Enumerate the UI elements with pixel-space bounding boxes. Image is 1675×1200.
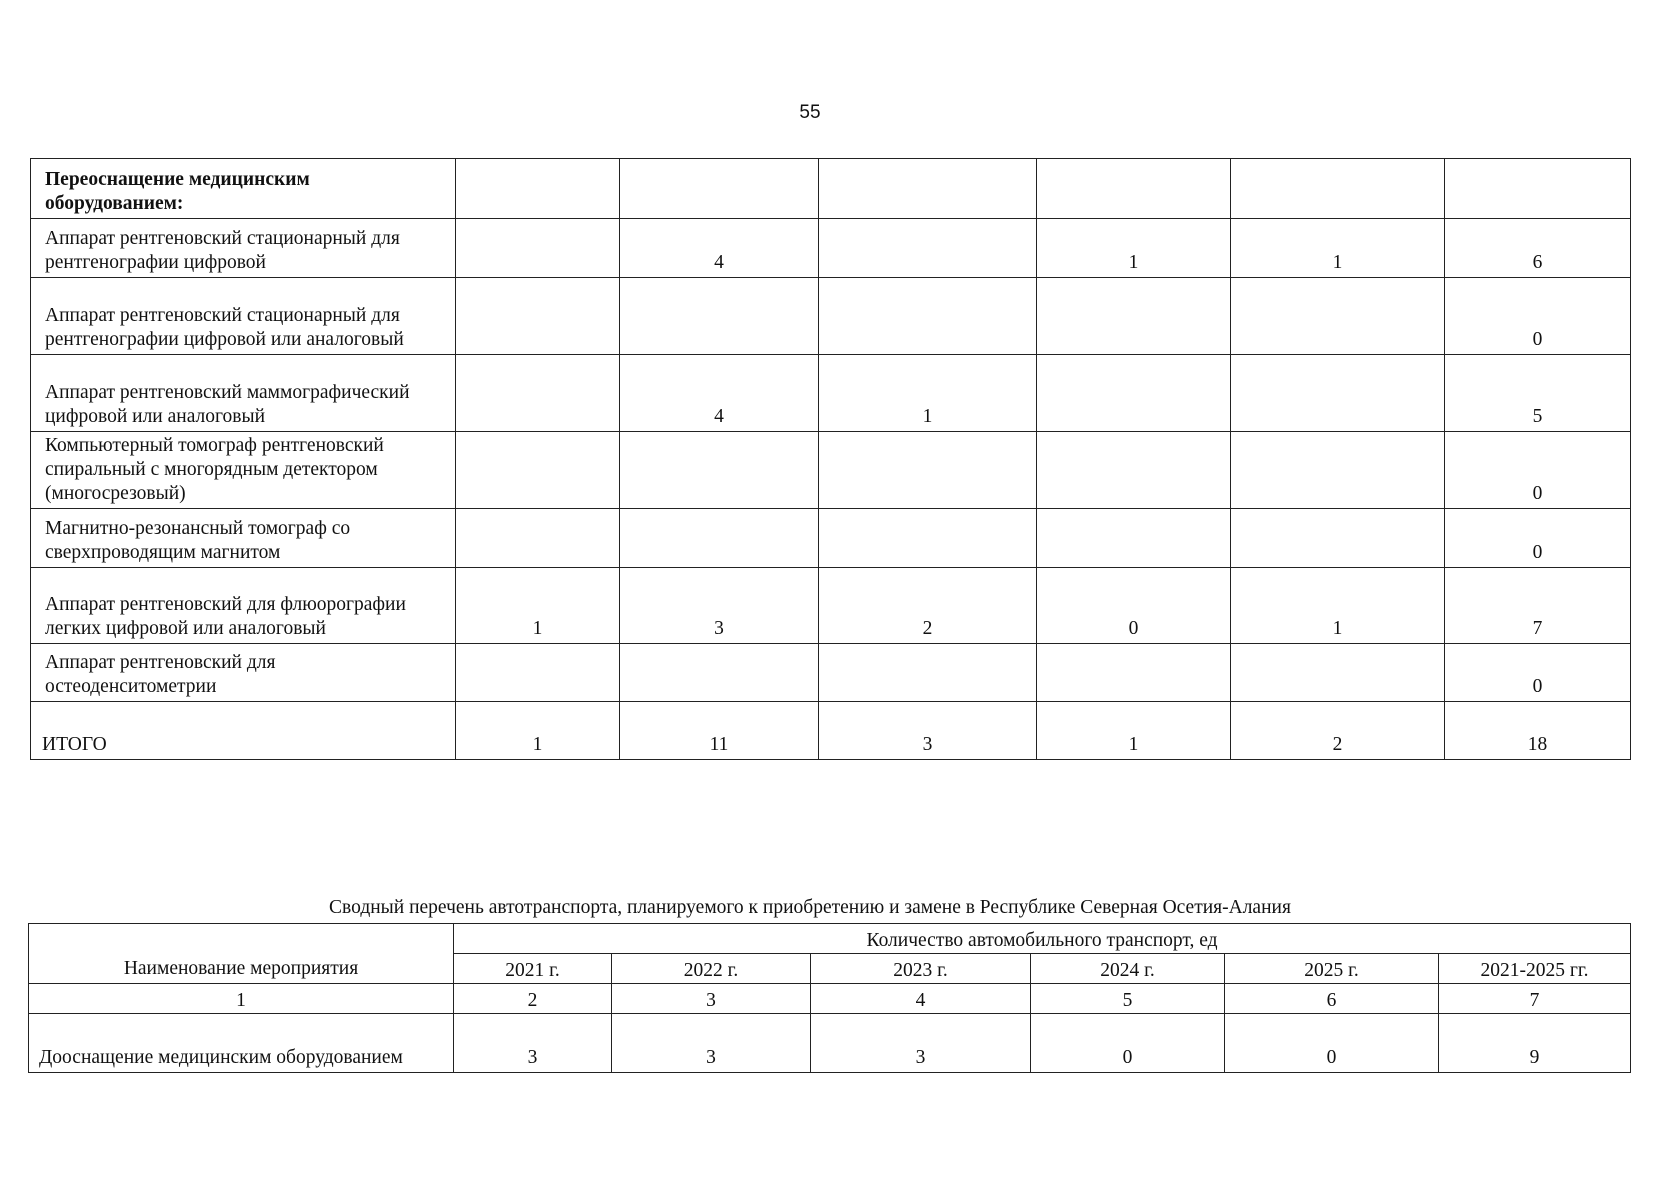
value-cell: 3 <box>612 1014 811 1073</box>
value-cell: 1 <box>456 568 620 644</box>
table-row-header <box>31 159 1631 219</box>
value-cell: 0 <box>1031 1014 1225 1073</box>
column-number-cell: 1 <box>29 984 454 1014</box>
value-cell <box>620 278 819 355</box>
table-row <box>29 1014 1631 1073</box>
empty-cell <box>620 159 819 219</box>
item-name-cell: Аппарат рентгеновский стационарный для рентгенографии цифровой или аналоговый <box>31 278 456 355</box>
column-number-cell: 2 <box>454 984 612 1014</box>
value-cell <box>1231 509 1445 568</box>
item-name-cell: Аппарат рентгеновский для флюорографии легких цифровой или аналоговый <box>31 568 456 644</box>
table-row <box>31 568 1631 644</box>
value-cell <box>620 644 819 702</box>
item-name-cell: Аппарат рентгеновский маммографический цифровой или аналоговый <box>31 355 456 432</box>
value-cell: 2 <box>819 568 1037 644</box>
group-header-cell: Количество автомобильного транспорт, ед <box>454 924 1631 954</box>
total-value-cell: 11 <box>620 702 819 760</box>
value-cell <box>1231 355 1445 432</box>
transport-table-title: Сводный перечень автотранспорта, планируемого к приобретению и замене в Республике Северная Осетия-Алания <box>329 897 1291 918</box>
item-name-cell: Компьютерный томограф рентгеновский спиральный с многорядным детектором (многосрезовый) <box>31 432 456 509</box>
item-name-cell: Аппарат рентгеновский для остеоденситометрии <box>31 644 456 702</box>
value-cell <box>456 219 620 278</box>
table-row <box>31 278 1631 355</box>
value-cell: 0 <box>1037 568 1231 644</box>
value-cell <box>456 278 620 355</box>
value-cell: 1 <box>1231 219 1445 278</box>
table-row <box>31 219 1631 278</box>
column-number-cell: 7 <box>1439 984 1631 1014</box>
value-cell <box>1231 644 1445 702</box>
table-row <box>31 432 1631 509</box>
table-row-total <box>31 702 1631 760</box>
column-number-cell: 5 <box>1031 984 1225 1014</box>
item-name-cell: Аппарат рентгеновский стационарный для рентгенографии цифровой <box>31 219 456 278</box>
value-cell <box>620 432 819 509</box>
item-name-cell: Дооснащение медицинским оборудованием <box>29 1014 454 1073</box>
value-cell: 3 <box>454 1014 612 1073</box>
value-cell: 1 <box>1231 568 1445 644</box>
year-header-cell: 2025 г. <box>1225 954 1439 984</box>
value-cell: 9 <box>1439 1014 1631 1073</box>
name-header-cell: Наименование мероприятия <box>29 924 454 984</box>
empty-cell <box>456 159 620 219</box>
value-cell <box>1037 278 1231 355</box>
value-cell: 3 <box>620 568 819 644</box>
table-row <box>31 355 1631 432</box>
total-value-cell: 18 <box>1445 702 1631 760</box>
value-cell: 1 <box>1037 219 1231 278</box>
value-cell <box>819 219 1037 278</box>
value-cell <box>819 509 1037 568</box>
total-label-cell: ИТОГО <box>31 702 456 760</box>
value-cell: 5 <box>1445 355 1631 432</box>
page-number: 55 <box>799 102 821 123</box>
table-row <box>31 644 1631 702</box>
value-cell: 0 <box>1225 1014 1439 1073</box>
year-header-cell: 2022 г. <box>612 954 811 984</box>
total-value-cell: 2 <box>1231 702 1445 760</box>
value-cell: 4 <box>620 219 819 278</box>
year-header-cell: 2021-2025 гг. <box>1439 954 1631 984</box>
total-value-cell: 1 <box>1037 702 1231 760</box>
value-cell: 3 <box>811 1014 1031 1073</box>
value-cell <box>819 278 1037 355</box>
value-cell <box>1037 432 1231 509</box>
year-header-cell: 2023 г. <box>811 954 1031 984</box>
value-cell <box>1037 355 1231 432</box>
value-cell: 4 <box>620 355 819 432</box>
empty-cell <box>1037 159 1231 219</box>
year-header-cell: 2021 г. <box>454 954 612 984</box>
value-cell <box>620 509 819 568</box>
value-cell <box>1037 644 1231 702</box>
table-row <box>31 509 1631 568</box>
value-cell <box>1037 509 1231 568</box>
total-value-cell: 3 <box>819 702 1037 760</box>
value-cell: 0 <box>1445 644 1631 702</box>
value-cell <box>1231 432 1445 509</box>
value-cell <box>819 644 1037 702</box>
value-cell: 0 <box>1445 509 1631 568</box>
transport-table <box>28 923 1631 1073</box>
total-value-cell: 1 <box>456 702 620 760</box>
value-cell: 7 <box>1445 568 1631 644</box>
value-cell <box>819 432 1037 509</box>
empty-cell <box>1445 159 1631 219</box>
value-cell: 1 <box>819 355 1037 432</box>
item-name-cell: Магнитно-резонансный томограф со сверхпроводящим магнитом <box>31 509 456 568</box>
column-number-cell: 6 <box>1225 984 1439 1014</box>
value-cell <box>456 432 620 509</box>
column-number-row <box>29 984 1631 1014</box>
empty-cell <box>1231 159 1445 219</box>
empty-cell <box>819 159 1037 219</box>
value-cell: 6 <box>1445 219 1631 278</box>
value-cell <box>456 644 620 702</box>
value-cell <box>456 355 620 432</box>
section-header-cell: Переоснащение медицинским оборудованием: <box>31 159 456 219</box>
year-header-cell: 2024 г. <box>1031 954 1225 984</box>
value-cell <box>456 509 620 568</box>
value-cell: 0 <box>1445 278 1631 355</box>
value-cell: 0 <box>1445 432 1631 509</box>
equipment-table <box>30 158 1631 760</box>
column-number-cell: 3 <box>612 984 811 1014</box>
value-cell <box>1231 278 1445 355</box>
header-row-group <box>29 924 1631 954</box>
column-number-cell: 4 <box>811 984 1031 1014</box>
